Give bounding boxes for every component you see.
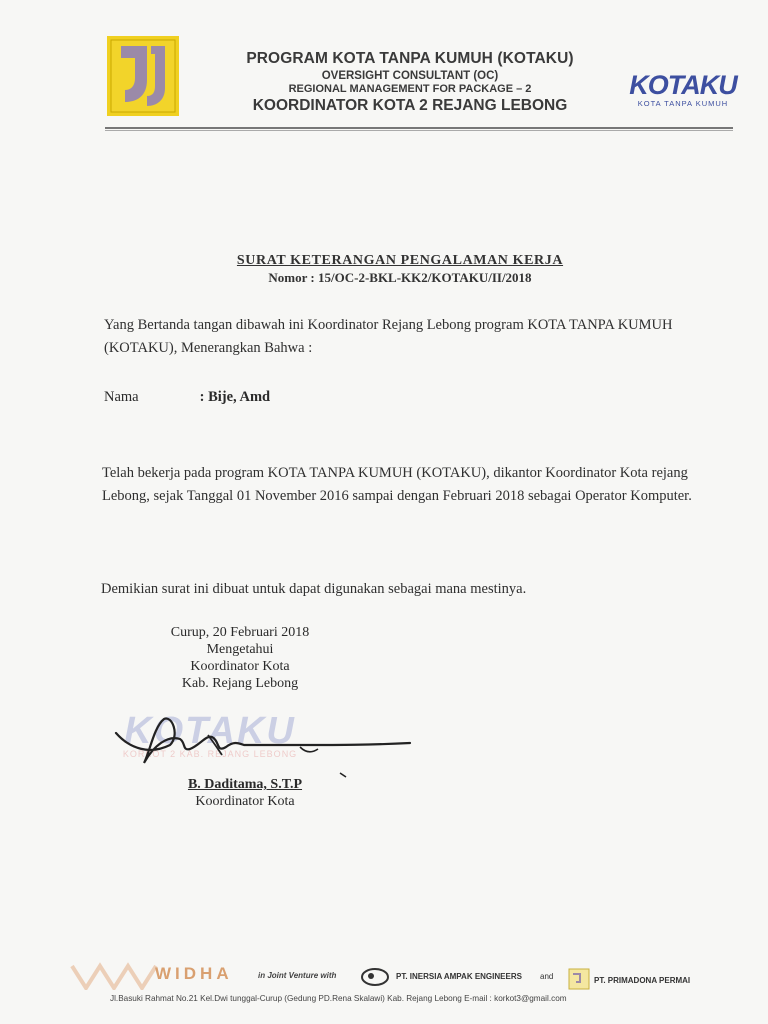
kotaku-logo — [628, 70, 738, 108]
joint-venture-label: in Joint Venture with — [258, 971, 337, 980]
handwritten-signature — [110, 705, 430, 785]
letterhead-package: REGIONAL MANAGEMENT FOR PACKAGE – 2 — [288, 83, 532, 95]
known-by: Mengetahui — [206, 642, 274, 657]
name-row — [104, 389, 270, 406]
widha-wordmark: WIDHA — [155, 964, 233, 983]
and-label: and — [540, 972, 554, 981]
letterhead-consultant: OVERSIGHT CONSULTANT (OC) — [321, 70, 499, 82]
letter-number: Nomor : 15/OC-2-BKL-KK2/KOTAKU/II/2018 — [268, 270, 532, 285]
closing-paragraph: Demikian surat ini dibuat untuk dapat digunakan sebagai mana mestinya. — [101, 581, 527, 597]
stamp-sub: KORKOT 2 KAB. REJANG LEBONG — [122, 749, 298, 759]
coordinator-role: Koordinator Kota — [190, 659, 290, 674]
signer-name: B. Daditama, S.T.P — [187, 777, 303, 792]
header-divider — [105, 127, 733, 129]
coordinator-region: Kab. Rejang Lebong — [181, 676, 299, 691]
inersia-name: PT. INERSIA AMPAK ENGINEERS — [396, 972, 522, 981]
name-value: : Bije, Amd — [199, 389, 271, 405]
inersia-logo-icon — [360, 966, 390, 988]
footer-address: Jl.Basuki Rahmat No.21 Kel.Dwi tunggal-Curup (Gedung PD.Rena Skalawi) Kab. Rejang Lebong E-mail : korkot3@gmail.com — [110, 994, 567, 1003]
name-label: Nama — [104, 389, 139, 405]
intro-paragraph: Yang Bertanda tangan dibawah ini Koordinator Rejang Lebong program KOTA TANPA KUMUH (KOTAKU), Menerangkan Bahwa : — [104, 317, 673, 356]
place-date: Curup, 20 Februari 2018 — [170, 625, 310, 640]
letter-footer — [60, 958, 760, 1018]
primadona-logo-icon — [568, 968, 590, 990]
stamp-word: KOTAKU — [124, 710, 296, 752]
letter-title: SURAT KETERANGAN PENGALAMAN KERJA — [236, 253, 564, 268]
signer-role: Koordinator Kota — [195, 794, 295, 809]
signer-block — [150, 776, 340, 810]
letterhead-coordinator: KOORDINATOR KOTA 2 REJANG LEBONG — [252, 97, 568, 114]
letterhead-program: PROGRAM KOTA TANPA KUMUH (KOTAKU) — [246, 50, 574, 67]
letter-title-block — [170, 253, 630, 286]
primadona-name: PT. PRIMADONA PERMAI — [594, 976, 691, 985]
header-divider-thin — [105, 130, 733, 131]
pu-logo-icon — [107, 36, 179, 116]
signature-block — [140, 624, 340, 692]
letterhead — [200, 50, 620, 115]
kotaku-logo-word: KOTAKU — [629, 70, 737, 100]
body-paragraph: Telah bekerja pada program KOTA TANPA KUMUH (KOTAKU), dikantor Koordinator Kota rejang Lebong, sejak Tanggal 01 November 2016 sampai dengan Februari 2018 sebagai Operator Komputer. — [102, 465, 692, 504]
kotaku-logo-sub: KOTA TANPA KUMUH — [637, 99, 729, 108]
